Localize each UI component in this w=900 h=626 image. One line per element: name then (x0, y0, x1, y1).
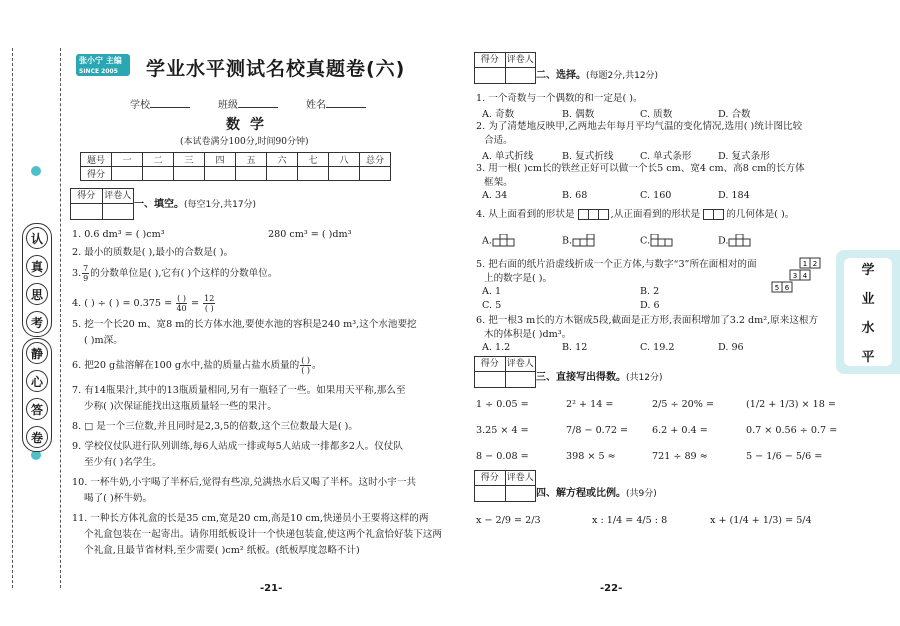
motto-char: 认 (26, 227, 48, 249)
cut-line-inner (60, 48, 61, 588)
fraction (300, 356, 311, 375)
choice-q6-option[interactable]: A. 1.2 (482, 342, 511, 353)
score-table (80, 152, 391, 181)
name-blank[interactable] (326, 97, 366, 108)
choice-q6-option[interactable]: D. 96 (718, 342, 744, 353)
section-title: 一、填空。 (134, 199, 184, 210)
question-4 (72, 294, 216, 313)
question-5-line-2: ( )m深。 (84, 335, 123, 346)
score-cell[interactable] (143, 167, 174, 181)
question-text: 6. 把20 g盐溶解在100 g水中,盐的质量占盐水质量的 (72, 360, 300, 371)
class-blank[interactable] (238, 97, 278, 108)
net-face: 3 (792, 272, 798, 280)
choice-q2-option[interactable]: B. 复式折线 (562, 151, 614, 162)
grader-reviewer-label: 评卷人 (104, 191, 132, 201)
option-label: A. (482, 235, 492, 247)
score-table-score-row (81, 167, 391, 181)
grader-score-cell[interactable] (71, 204, 103, 219)
subject-heading: 数学 (226, 117, 274, 133)
section-title: 二、选择。 (536, 70, 586, 81)
binding-dot-1 (31, 166, 41, 176)
choice-q5-option[interactable]: B. 2 (640, 286, 660, 297)
grader-box-4 (474, 470, 536, 502)
name-field[interactable] (306, 96, 366, 111)
tab-char: 业 (861, 292, 875, 307)
question-10-line-1: 10. 一杯牛奶,小宇喝了半杯后,觉得有些凉,兑满热水后又喝了半杯。这时小宇一共 (72, 477, 417, 488)
score-cell[interactable] (205, 167, 236, 181)
score-cell[interactable] (174, 167, 205, 181)
calc-item: 2² + 14 = (566, 399, 614, 410)
question-3 (72, 264, 277, 283)
logo-subtext: SINCE 2005 (79, 68, 118, 75)
question-number: 3. (72, 268, 82, 279)
fraction (82, 264, 89, 283)
question-text: 4. 从上面看到的形状是 (476, 209, 575, 220)
grader-score-cell[interactable] (475, 372, 506, 387)
table-cell: 六 (267, 153, 298, 167)
question-9-line-2: 至少有( )名学生。 (84, 457, 162, 468)
score-cell[interactable] (298, 167, 329, 181)
top-view-shape-icon (578, 209, 608, 220)
score-table-header-row (81, 153, 391, 167)
calc-item: 721 ÷ 89 ≈ (652, 451, 708, 462)
choice-q2-line-1: 2. 为了清楚地反映甲,乙两地去年每月平均气温的变化情况,选用( )统计图比较 (476, 121, 803, 132)
grader-box-2 (474, 52, 536, 84)
grader-score-label: 得分 (71, 189, 103, 203)
section-note: (每空1分,共17分) (184, 200, 257, 210)
score-cell[interactable] (112, 167, 143, 181)
motto-char: 卷 (26, 426, 48, 448)
section-1-heading (134, 195, 256, 210)
numerator: ( ) (301, 356, 311, 365)
front-view-shape-icon (703, 209, 723, 220)
cube-stack-icon (650, 234, 674, 248)
logo-text: 张小宁 主编 (79, 56, 122, 65)
grader-score-label: 得分 (475, 357, 506, 371)
table-cell: 得分 (81, 167, 112, 181)
fraction (176, 294, 187, 313)
table-cell: 七 (298, 153, 329, 167)
equation-3: x + (1/4 + 1/3) = 5/4 (710, 515, 812, 526)
calc-item: 1 ÷ 0.05 = (476, 399, 529, 410)
choice-q5-option[interactable]: A. 1 (482, 286, 502, 297)
motto-char: 思 (26, 283, 48, 305)
denominator: 40 (176, 304, 187, 313)
section-title: 三、直接写出得数。 (536, 372, 626, 383)
school-label: 学校 (130, 100, 150, 111)
section-3-heading (536, 368, 662, 383)
equation-2: x : 1/4 = 4/5 : 8 (592, 515, 668, 526)
question-text: 的几何体是( )。 (726, 209, 795, 220)
denominator: ( ) (301, 366, 311, 375)
question-7-line-2: 少称( )次保证能找出这瓶质量轻一些的果汁。 (84, 401, 277, 412)
numerator: 7 (83, 264, 89, 273)
grader-reviewer-cell[interactable] (103, 204, 134, 219)
score-cell[interactable] (329, 167, 360, 181)
calc-item: 5 − 1/6 − 5/6 = (746, 451, 823, 462)
choice-q6-option[interactable]: B. 12 (562, 342, 588, 353)
question-11-line-3: 个礼盒,且最节省材料,至少需要( )cm² 纸板。(纸板厚度忽略不计) (84, 545, 360, 556)
tab-char: 平 (861, 350, 875, 365)
net-face: 6 (784, 284, 790, 292)
choice-q2-option[interactable]: D. 复式条形 (718, 151, 770, 162)
choice-q1-option[interactable]: A. 奇数 (482, 109, 515, 120)
score-cell[interactable] (360, 167, 391, 181)
numerator: ( ) (177, 294, 186, 303)
net-face: 1 (802, 260, 808, 268)
choice-q5-line-1: 5. 把右面的纸片沿虚线折成一个正方体,与数字“3”所在面相对的面 (476, 259, 757, 270)
grader-score-label: 得分 (475, 53, 506, 67)
choice-q5-option[interactable]: D. 6 (640, 300, 660, 311)
cut-line-outer (12, 48, 13, 588)
school-blank[interactable] (150, 97, 190, 108)
grader-reviewer-cell[interactable] (506, 68, 536, 83)
grader-reviewer-label: 评卷人 (506, 473, 534, 483)
question-11-line-1: 11. 一种长方体礼盒的长是35 cm,宽是20 cm,高是10 cm,快递员小王要将这样的两 (72, 513, 429, 524)
equation-1: x − 2/9 = 2/3 (476, 515, 541, 526)
choice-q1-option[interactable]: D. 合数 (718, 109, 751, 120)
choice-q6-line-2: 木的体积是( )dm³。 (484, 329, 572, 340)
choice-q3-option[interactable]: D. 184 (718, 190, 750, 201)
table-cell: 三 (174, 153, 205, 167)
grader-box-1 (70, 188, 134, 220)
grader-score-cell[interactable] (475, 486, 506, 501)
grader-score-cell[interactable] (475, 68, 506, 83)
section-note: (共9分) (626, 489, 657, 499)
choice-q3-line-2: 框架。 (484, 177, 513, 188)
motto-box-1 (22, 223, 52, 337)
motto-char: 答 (26, 398, 48, 420)
choice-q3-option[interactable]: A. 34 (482, 190, 508, 201)
score-cell[interactable] (267, 167, 298, 181)
cube-stack-icon (728, 234, 752, 248)
page-title: 学业水平测试名校真题卷(六) (146, 58, 406, 80)
grader-score-label: 得分 (475, 471, 506, 485)
page-number-left: -21- (260, 583, 283, 594)
class-field[interactable] (218, 96, 278, 111)
question-text: ,从正面看到的形状是 (610, 209, 701, 220)
choice-q1-option[interactable]: C. 质数 (640, 109, 673, 120)
calc-item: (1/2 + 1/3) × 18 = (746, 399, 836, 410)
grader-reviewer-cell[interactable] (506, 372, 536, 387)
question-11-line-2: 个礼盒包装在一起寄出。请你用纸板设计一个快递包装盒,使这两个礼盒恰好装下这两 (84, 529, 443, 540)
choice-q4-option[interactable] (562, 234, 596, 248)
grader-box-3 (474, 356, 536, 388)
punctuation: 。 (312, 360, 322, 371)
choice-q1-option[interactable]: B. 偶数 (562, 109, 595, 120)
motto-char: 心 (26, 370, 48, 392)
calc-item: 8 − 0.08 = (476, 451, 529, 462)
question-text: 4. ( ) ÷ ( ) = 0.375 = (72, 298, 173, 309)
choice-q5-line-2: 上的数字是( )。 (484, 273, 553, 284)
question-6 (72, 356, 322, 375)
motto-char: 真 (26, 255, 48, 277)
question-text: 的分数单位是( ),它有( )个这样的分数单位。 (90, 268, 278, 279)
class-label: 班级 (218, 100, 238, 111)
choice-q4-option[interactable] (482, 234, 516, 248)
choice-q4-option[interactable] (640, 234, 674, 248)
net-face: 5 (774, 284, 780, 292)
motto-char: 考 (26, 311, 48, 333)
tab-char: 学 (861, 263, 875, 278)
question-9-line-1: 9. 学校仪仗队进行队列训练,每6人站成一排或每5人站成一排都多2人。仪仗队 (72, 441, 403, 452)
table-cell: 五 (236, 153, 267, 167)
choice-q3-line-1: 3. 用一根( )cm长的铁丝正好可以做一个长5 cm、宽4 cm、高8 cm的长方体 (476, 163, 805, 174)
table-cell: 一 (112, 153, 143, 167)
calc-item: 6.2 + 0.4 = (652, 425, 708, 436)
choice-q6-line-1: 6. 把一根3 m长的方木锯成5段,截面是正方形,表面积增加了3.2 dm²,原来这根方 (476, 315, 819, 326)
question-5-line-1: 5. 挖一个长20 m、宽8 m的长方体水池,要使水池的容积是240 m³,这个水池要挖 (72, 319, 417, 330)
grader-reviewer-cell[interactable] (506, 486, 536, 501)
equals-sign: = (191, 298, 200, 309)
section-2-heading (536, 66, 658, 81)
table-cell: 二 (143, 153, 174, 167)
grader-reviewer-label: 评卷人 (506, 359, 534, 369)
cube-stack-icon (492, 234, 516, 248)
calc-item: 398 × 5 ≈ (566, 451, 616, 462)
question-10-line-2: 喝了( )杯牛奶。 (84, 493, 153, 504)
calc-item: 2/5 ÷ 20% = (652, 399, 714, 410)
choice-q3-option[interactable]: C. 160 (640, 190, 672, 201)
cube-stack-icon (572, 234, 596, 248)
choice-q2-option[interactable]: C. 单式条形 (640, 151, 692, 162)
section-note: (每题2分,共12分) (586, 71, 659, 81)
question-1a: 1. 0.6 dm³ = ( )cm³ (72, 229, 165, 240)
net-face: 4 (802, 272, 808, 280)
publisher-logo (76, 54, 130, 76)
question-8: 8. □ 是一个三位数,并且同时是2,3,5的倍数,这个三位数最大是( )。 (72, 421, 359, 432)
choice-q6-option[interactable]: C. 19.2 (640, 342, 675, 353)
option-label: C. (640, 235, 651, 247)
cube-net-diagram (770, 256, 824, 296)
choice-q4 (476, 208, 794, 221)
choice-q2-line-2: 合适。 (484, 135, 513, 146)
section-4-heading (536, 484, 657, 499)
denominator: ( ) (204, 304, 214, 313)
option-label: B. (562, 235, 573, 247)
binding-strip (8, 48, 66, 588)
option-label: D. (718, 235, 729, 247)
table-cell: 题号 (81, 153, 112, 167)
table-cell: 八 (329, 153, 360, 167)
school-field[interactable] (130, 96, 190, 111)
question-7-line-1: 7. 有14瓶果汁,其中的13瓶质量相同,另有一瓶轻了一些。如果用天平称,那么至 (72, 385, 406, 396)
choice-q4-option[interactable] (718, 234, 752, 248)
calc-item: 0.7 × 0.56 ÷ 0.7 = (746, 425, 838, 436)
motto-char: 静 (26, 342, 48, 364)
question-2: 2. 最小的质数是( ),最小的合数是( )。 (72, 247, 234, 258)
choice-q1: 1. 一个奇数与一个偶数的和一定是( )。 (476, 93, 643, 104)
side-tab[interactable] (836, 250, 900, 374)
page-number-right: -22- (600, 583, 623, 594)
table-cell: 总分 (360, 153, 391, 167)
side-tab-label (844, 258, 892, 366)
calc-item: 7/8 − 0.72 = (566, 425, 629, 436)
section-title: 四、解方程或比例。 (536, 488, 626, 499)
numerator: 12 (204, 294, 215, 303)
section-note: (共12分) (626, 373, 663, 383)
question-1b: 280 cm³ = ( )dm³ (268, 229, 352, 240)
net-face: 2 (812, 260, 818, 268)
fraction (203, 294, 215, 313)
motto-box-2 (22, 338, 52, 452)
tab-char: 水 (861, 321, 875, 336)
exam-note: (本试卷满分100分,时间90分钟) (180, 137, 309, 147)
choice-q5-option[interactable]: C. 5 (482, 300, 502, 311)
table-cell: 四 (205, 153, 236, 167)
calc-item: 3.25 × 4 = (476, 425, 529, 436)
grader-reviewer-label: 评卷人 (506, 55, 534, 65)
name-label: 姓名 (306, 100, 326, 111)
denominator: 9 (83, 274, 89, 283)
choice-q2-option[interactable]: A. 单式折线 (482, 151, 534, 162)
choice-q3-option[interactable]: B. 68 (562, 190, 588, 201)
score-cell[interactable] (236, 167, 267, 181)
